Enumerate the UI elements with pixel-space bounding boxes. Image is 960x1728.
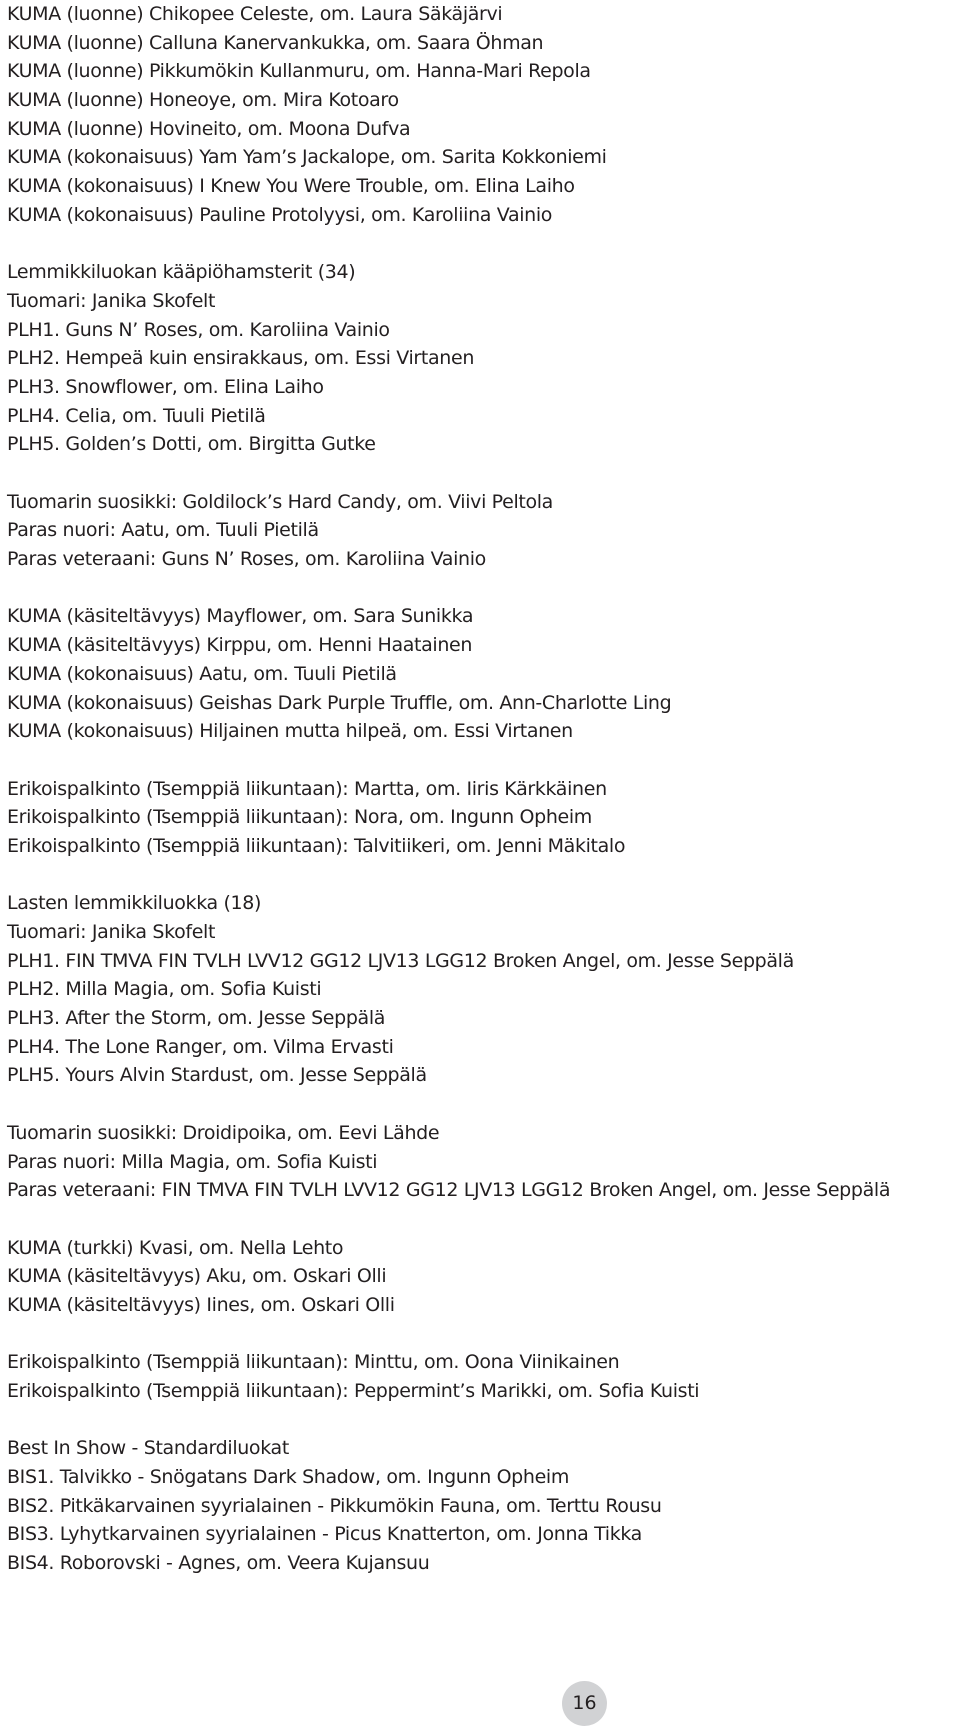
special-line: Paras nuori: Milla Magia, om. Sofia Kuisti (7, 1150, 378, 1173)
kuma-line: KUMA (turkki) Kvasi, om. Nella Lehto (7, 1236, 344, 1259)
award-line: Erikoispalkinto (Tsemppiä liikuntaan): Talvitiikeri, om. Jenni Mäkitalo (7, 834, 626, 857)
placement-line: PLH2. Hempeä kuin ensirakkaus, om. Essi Virtanen (7, 347, 475, 370)
result-line: KUMA (kokonaisuus) Yam Yam’s Jackalope, om. Sarita Kokkoniemi (7, 146, 607, 169)
placement-line: PLH4. Celia, om. Tuuli Pietilä (7, 404, 266, 427)
bis-line: BIS1. Talvikko - Snögatans Dark Shadow, om. Ingunn Opheim (7, 1466, 570, 1489)
spacer (7, 459, 952, 488)
spacer (7, 746, 952, 775)
special-line: Tuomarin suosikki: Goldilock’s Hard Candy, om. Viivi Peltola (7, 490, 553, 513)
kuma-line: KUMA (kokonaisuus) Aatu, om. Tuuli Pietilä (7, 662, 397, 685)
placement-line: PLH5. Golden’s Dotti, om. Birgitta Gutke (7, 433, 376, 456)
kuma-line: KUMA (käsiteltävyys) Aku, om. Oskari Olli (7, 1265, 387, 1288)
result-line: KUMA (kokonaisuus) I Knew You Were Trouble, om. Elina Laiho (7, 175, 575, 198)
result-line: KUMA (luonne) Pikkumökin Kullanmuru, om. Hanna-Mari Repola (7, 60, 591, 83)
dwarf-class-kuma (7, 602, 952, 745)
kuma-line: KUMA (kokonaisuus) Hiljainen mutta hilpeä, om. Essi Virtanen (7, 720, 573, 743)
special-line: Tuomarin suosikki: Droidipoika, om. Eevi Lähde (7, 1121, 440, 1144)
placement-line: PLH3. Snowflower, om. Elina Laiho (7, 375, 324, 398)
placement-line: PLH2. Milla Magia, om. Sofia Kuisti (7, 978, 322, 1001)
bis-line: BIS4. Roborovski - Agnes, om. Veera Kujansuu (7, 1552, 430, 1575)
dwarf-class-specials (7, 488, 952, 574)
placement-line: PLH1. FIN TMVA FIN TVLH LVV12 GG12 LJV13 LGG12 Broken Angel, om. Jesse Seppälä (7, 949, 794, 972)
spacer (7, 861, 952, 890)
special-line: Paras veteraani: Guns N’ Roses, om. Karoliina Vainio (7, 548, 486, 571)
bis-line: BIS2. Pitkäkarvainen syyrialainen - Pikkumökin Fauna, om. Terttu Rousu (7, 1494, 662, 1517)
spacer (7, 230, 952, 259)
result-line: KUMA (luonne) Honeoye, om. Mira Kotoaro (7, 89, 399, 112)
page-number-badge: 16 (562, 1681, 607, 1726)
class-heading: Lasten lemmikkiluokka (18) (7, 892, 262, 915)
judge-line: Tuomari: Janika Skofelt (7, 289, 216, 312)
kuma-line: KUMA (käsiteltävyys) Iines, om. Oskari Olli (7, 1293, 395, 1316)
result-line: KUMA (kokonaisuus) Pauline Protolyysi, om. Karoliina Vainio (7, 203, 553, 226)
spacer (7, 1406, 952, 1435)
special-line: Paras nuori: Aatu, om. Tuuli Pietilä (7, 519, 319, 542)
kuma-line: KUMA (käsiteltävyys) Kirppu, om. Henni Haatainen (7, 634, 473, 657)
spacer (7, 574, 952, 603)
kids-class-kuma (7, 1234, 952, 1320)
special-line: Paras veteraani: FIN TMVA FIN TVLH LVV12 GG12 LJV13 LGG12 Broken Angel, om. Jesse Seppälä (7, 1179, 891, 1202)
award-line: Erikoispalkinto (Tsemppiä liikuntaan): Nora, om. Ingunn Opheim (7, 806, 592, 829)
bis-line: BIS3. Lyhytkarvainen syyrialainen - Picus Knatterton, om. Jonna Tikka (7, 1523, 642, 1546)
award-line: Erikoispalkinto (Tsemppiä liikuntaan): Peppermint’s Marikki, om. Sofia Kuisti (7, 1380, 700, 1402)
result-line: KUMA (luonne) Calluna Kanervankukka, om. Saara Öhman (7, 31, 544, 54)
spacer (7, 1090, 952, 1119)
placement-line: PLH5. Yours Alvin Stardust, om. Jesse Seppälä (7, 1064, 427, 1087)
judge-line: Tuomari: Janika Skofelt (7, 921, 216, 943)
award-line: Erikoispalkinto (Tsemppiä liikuntaan): Martta, om. Iiris Kärkkäinen (7, 777, 607, 800)
best-in-show-section (7, 1434, 952, 1577)
placement-line: PLH4. The Lone Ranger, om. Vilma Ervasti (7, 1035, 394, 1058)
dwarf-class-section (7, 258, 952, 459)
spacer (7, 1205, 952, 1234)
top-kuma-results (7, 0, 952, 230)
dwarf-class-special-awards (7, 775, 952, 861)
class-heading: Lemmikkiluokan kääpiöhamsterit (34) (7, 261, 356, 284)
award-line: Erikoispalkinto (Tsemppiä liikuntaan): Minttu, om. Oona Viinikainen (7, 1351, 620, 1374)
placement-line: PLH1. Guns N’ Roses, om. Karoliina Vainio (7, 318, 390, 341)
result-line: KUMA (luonne) Hovineito, om. Moona Dufva (7, 117, 411, 140)
placement-line: PLH3. After the Storm, om. Jesse Seppälä (7, 1007, 386, 1030)
kuma-line: KUMA (käsiteltävyys) Mayflower, om. Sara Sunikka (7, 605, 474, 628)
kids-class-specials (7, 1119, 952, 1205)
kids-class-special-awards (7, 1348, 952, 1405)
kuma-line: KUMA (kokonaisuus) Geishas Dark Purple Truffle, om. Ann-Charlotte Ling (7, 691, 672, 714)
spacer (7, 1320, 952, 1349)
bis-heading: Best In Show - Standardiluokat (7, 1437, 289, 1460)
results-document (7, 0, 952, 1578)
result-line: KUMA (luonne) Chikopee Celeste, om. Laura Säkäjärvi (7, 3, 503, 25)
kids-class-section (7, 889, 952, 1090)
